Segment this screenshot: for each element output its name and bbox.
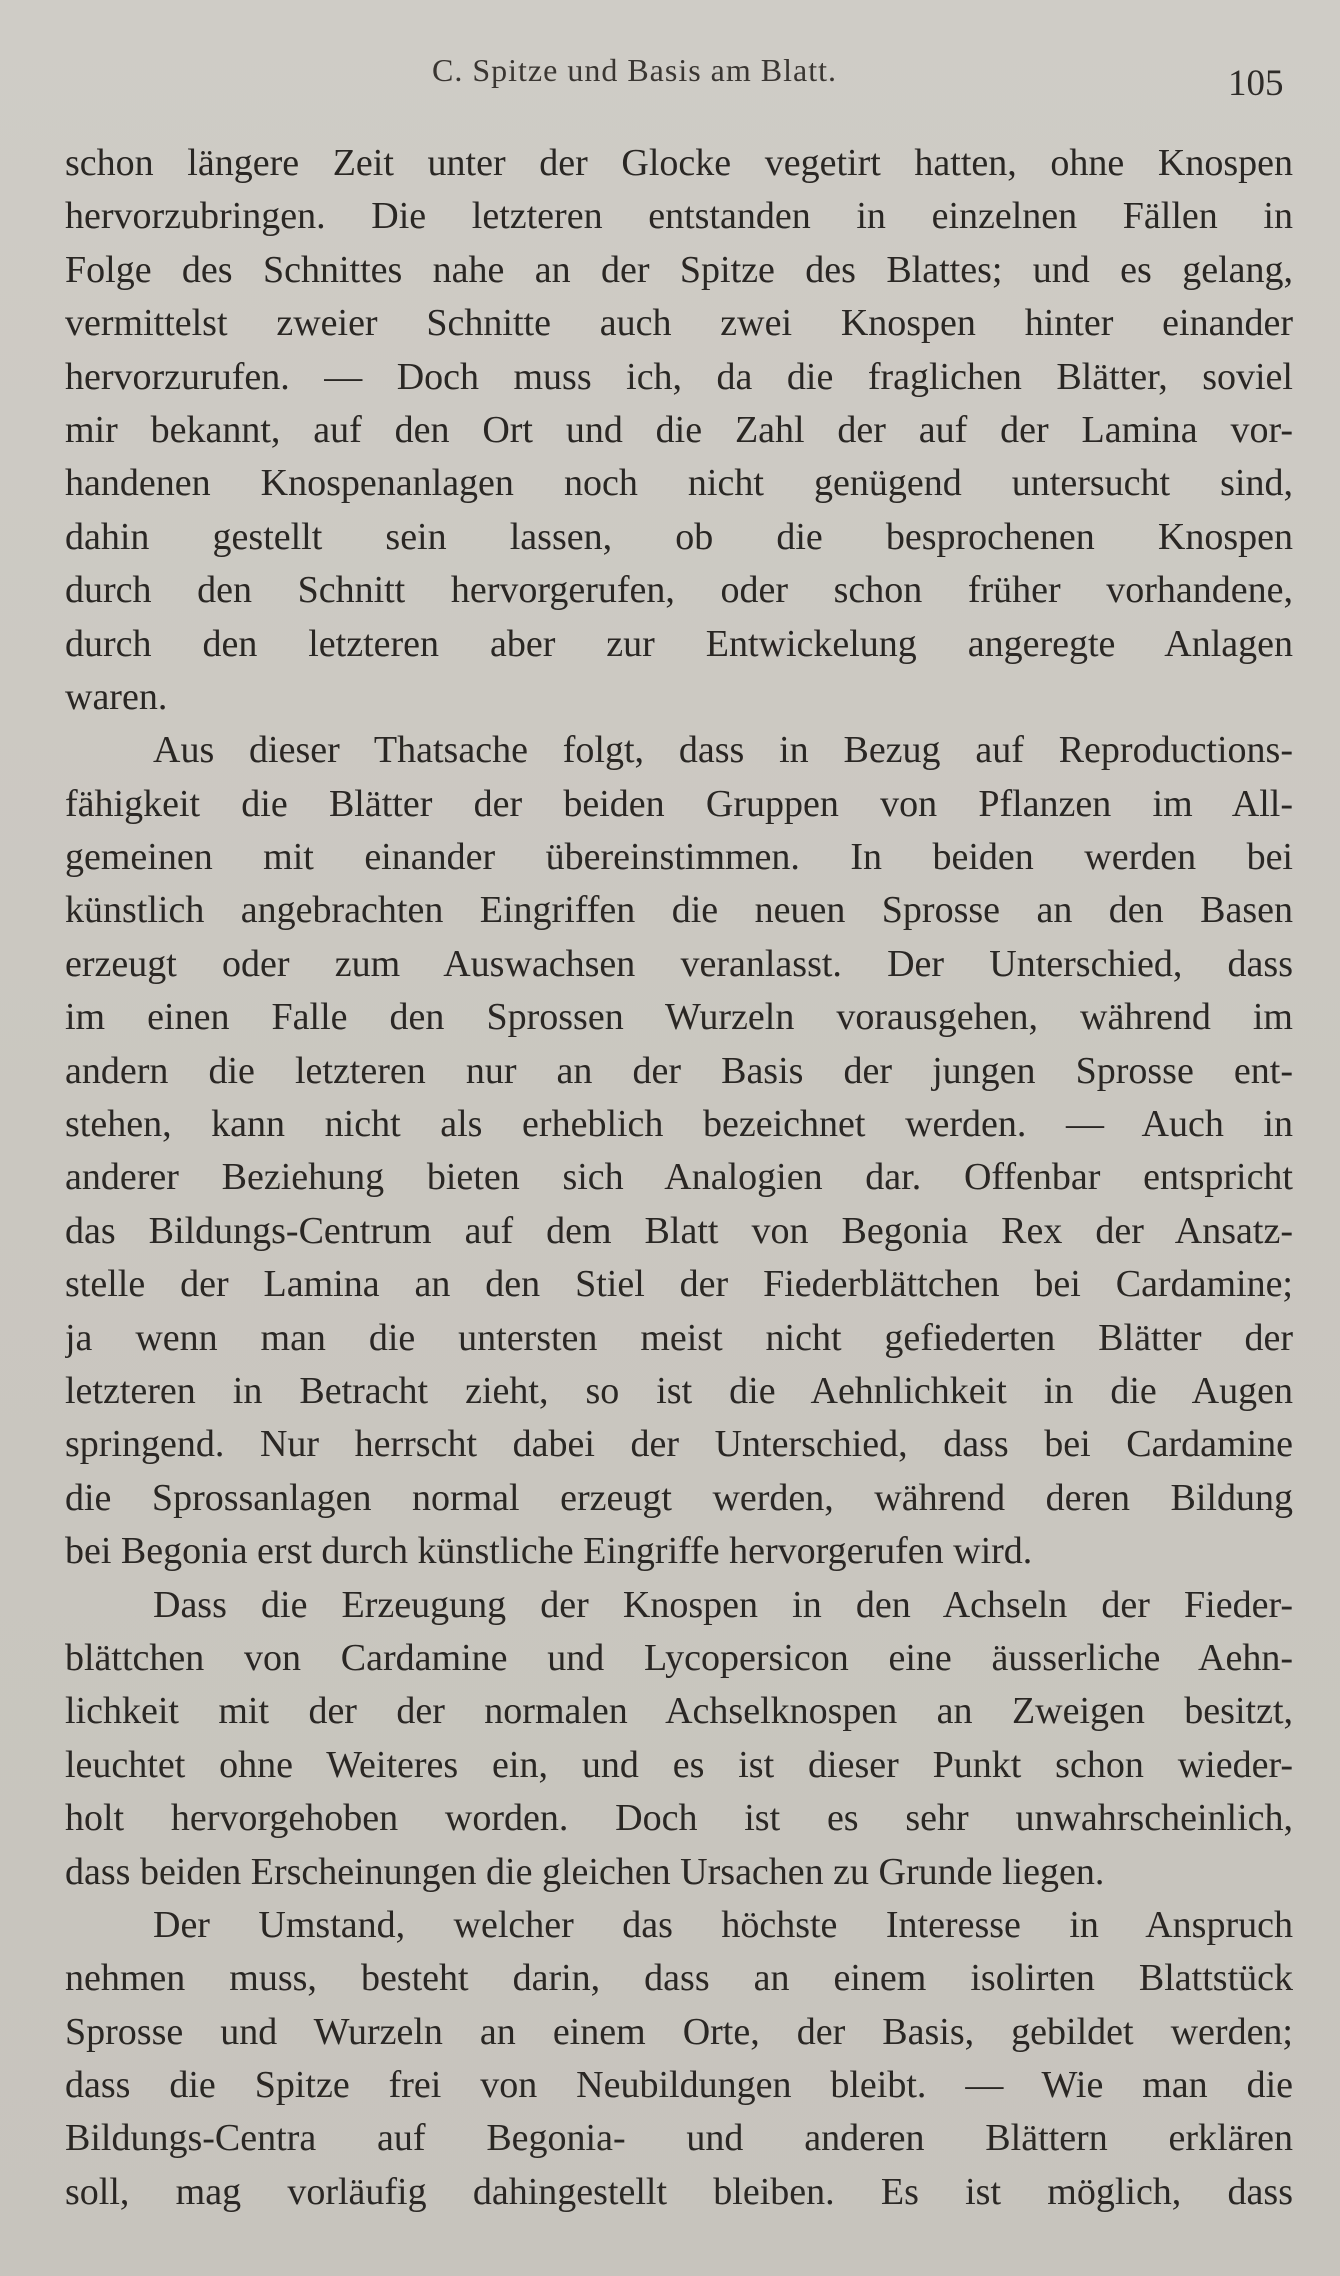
text-line: holt hervorgehoben worden. Doch ist es sehr unwahrscheinlich,	[65, 1797, 1293, 1840]
text-line: Sprosse und Wurzeln an einem Orte, der Basis, gebildet werden;	[65, 2010, 1293, 2053]
text-line: stehen, kann nicht als erheblich bezeichnet werden. — Auch in	[65, 1103, 1293, 1146]
running-title: C. Spitze und Basis am Blatt.	[432, 52, 837, 88]
text-line: hervorzubringen. Die letzteren entstanden in einzelnen Fällen in	[65, 195, 1293, 238]
text-line: fähigkeit die Blätter der beiden Gruppen von Pflanzen im All-	[65, 782, 1293, 825]
text-line: mir bekannt, auf den Ort und die Zahl der auf der Lamina vor-	[65, 408, 1293, 451]
text-line: stelle der Lamina an den Stiel der Fiederblättchen bei Cardamine;	[65, 1263, 1293, 1306]
text-line: das Bildungs-Centrum auf dem Blatt von Begonia Rex der Ansatz-	[65, 1209, 1293, 1252]
text-line: dass beiden Erscheinungen die gleichen Ursachen zu Grunde liegen.	[65, 1850, 1105, 1893]
text-line: handenen Knospenanlagen noch nicht genügend untersucht sind,	[65, 462, 1293, 505]
text-line: springend. Nur herrscht dabei der Unterschied, dass bei Cardamine	[65, 1423, 1293, 1466]
text-line: schon längere Zeit unter der Glocke vegetirt hatten, ohne Knospen	[65, 142, 1293, 184]
text-line: dahin gestellt sein lassen, ob die besprochenen Knospen	[65, 515, 1293, 558]
text-line: erzeugt oder zum Auswachsen veranlasst. Der Unterschied, dass	[65, 942, 1293, 985]
text-line: Dass die Erzeugung der Knospen in den Achseln der Fieder-	[153, 1583, 1293, 1626]
running-head	[0, 48, 1340, 108]
text-line: Aus dieser Thatsache folgt, dass in Bezug auf Reproductions-	[153, 729, 1293, 772]
text-line: Folge des Schnittes nahe an der Spitze des Blattes; und es gelang,	[65, 248, 1293, 291]
body-text	[65, 137, 1293, 2219]
text-line: im einen Falle den Sprossen Wurzeln vorausgehen, während im	[65, 996, 1293, 1039]
text-line: soll, mag vorläufig dahingestellt bleiben. Es ist möglich, dass	[65, 2170, 1293, 2213]
text-line: ja wenn man die untersten meist nicht gefiederten Blätter der	[65, 1316, 1293, 1359]
text-line: letzteren in Betracht zieht, so ist die Aehnlichkeit in die Augen	[65, 1369, 1293, 1412]
text-line: gemeinen mit einander übereinstimmen. In beiden werden bei	[65, 836, 1293, 879]
text-line: blättchen von Cardamine und Lycopersicon eine äusserliche Aehn-	[65, 1636, 1293, 1679]
text-line: leuchtet ohne Weiteres ein, und es ist dieser Punkt schon wieder-	[65, 1743, 1293, 1786]
text-line: hervorzurufen. — Doch muss ich, da die fraglichen Blätter, soviel	[65, 355, 1293, 398]
text-line: lichkeit mit der der normalen Achselknospen an Zweigen besitzt,	[65, 1690, 1293, 1733]
text-line: andern die letzteren nur an der Basis der jungen Sprosse ent-	[65, 1049, 1293, 1092]
text-line: anderer Beziehung bieten sich Analogien dar. Offenbar entspricht	[65, 1156, 1293, 1199]
text-line: nehmen muss, besteht darin, dass an einem isolirten Blattstück	[65, 1957, 1293, 2000]
text-line: durch den letzteren aber zur Entwickelung angeregte Anlagen	[65, 622, 1293, 665]
text-line: dass die Spitze frei von Neubildungen bleibt. — Wie man die	[65, 2064, 1293, 2107]
text-line: vermittelst zweier Schnitte auch zwei Knospen hinter einander	[65, 302, 1293, 345]
text-line: waren.	[65, 675, 168, 718]
text-line: künstlich angebrachten Eingriffen die neuen Sprosse an den Basen	[65, 889, 1293, 932]
page-number: 105	[1228, 63, 1284, 104]
text-line: die Sprossanlagen normal erzeugt werden, während deren Bildung	[65, 1476, 1293, 1519]
text-line: durch den Schnitt hervorgerufen, oder schon früher vorhandene,	[65, 569, 1293, 612]
text-line: Bildungs-Centra auf Begonia- und anderen Blättern erklären	[65, 2117, 1293, 2160]
text-line: Der Umstand, welcher das höchste Interesse in Anspruch	[153, 1903, 1293, 1946]
text-line: bei Begonia erst durch künstliche Eingriffe hervorgerufen wird.	[65, 1530, 1033, 1573]
